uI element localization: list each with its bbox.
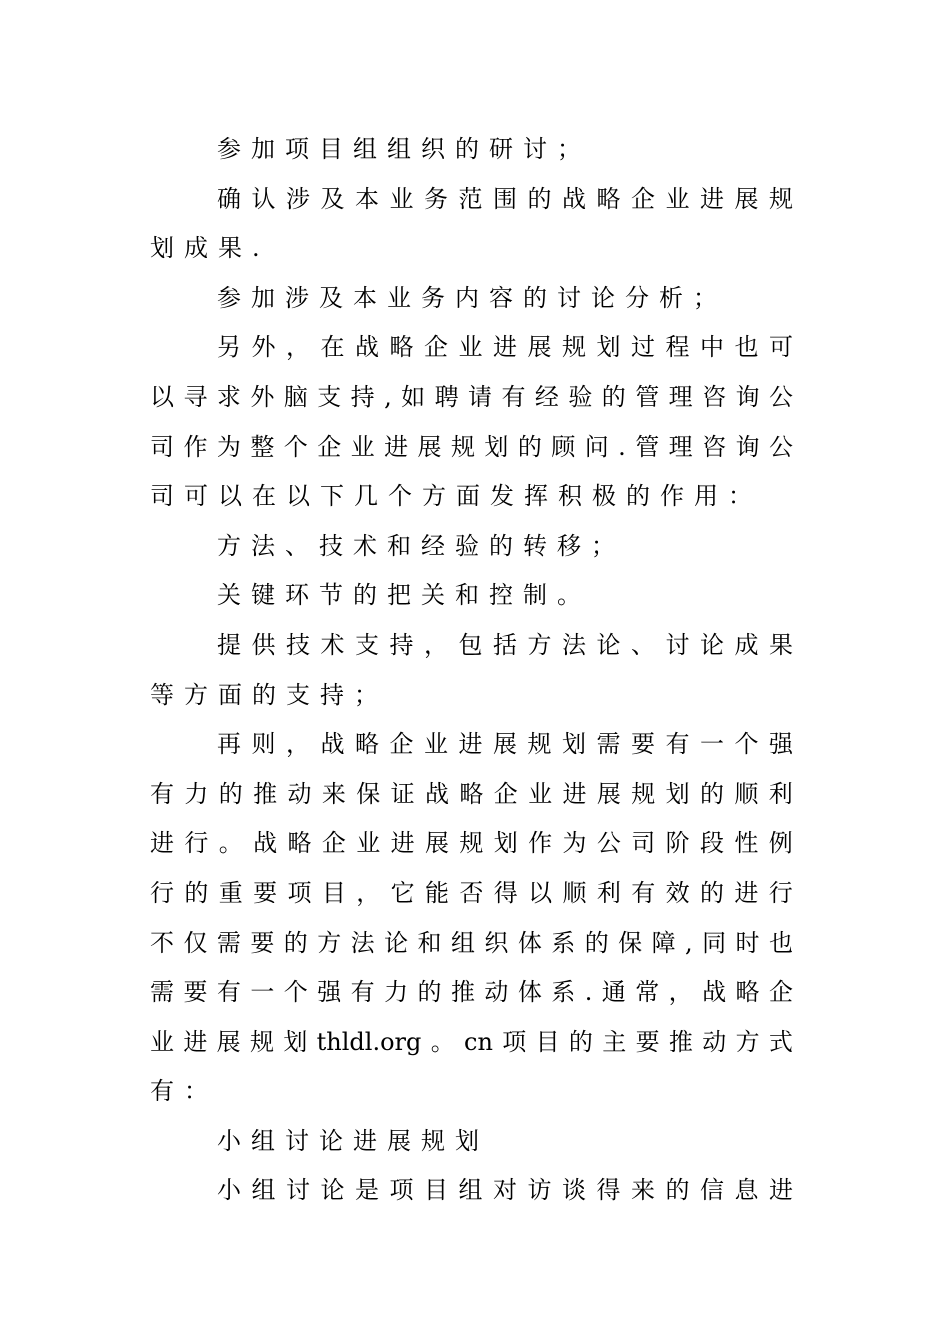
text-line: 参加涉及本业务内容的讨论分析； [217,283,727,312]
text-line: 行 的 重 要 项 目 ， 它 能 否 得 以 顺 利 有 效 的 进 行 [150,878,793,907]
text-line: 司可以在以下几个方面发挥积极的作用： [150,482,762,511]
text-line: 确 认 涉 及 本 业 务 范 围 的 战 略 企 业 进 展 规 [217,184,793,213]
text-line: 有： [150,1077,218,1106]
text-line: 司 作 为 整 个 企 业 进 展 规 划 的 顾 问 . 管 理 咨 询 公 [150,432,793,461]
text-line: 方法、技术和经验的转移； [217,531,625,560]
body-text [150,125,793,1216]
text-line: 关键环节的把关和控制。 [217,581,591,610]
text-line: 业 进 展 规 划 thldl.org 。 cn 项 目 的 主 要 推 动 方 式 [150,1027,793,1056]
text-line: 不 仅 需 要 的 方 法 论 和 组 织 体 系 的 保 障 , 同 时 也 [150,928,793,957]
text-line: 小 组 讨 论 是 项 目 组 对 访 谈 得 来 的 信 息 进 [217,1176,793,1205]
text-line: 等方面的支持； [150,680,388,709]
text-line: 有 力 的 推 动 来 保 证 战 略 企 业 进 展 规 划 的 顺 利 [150,779,793,808]
text-line: 进 行 。 战 略 企 业 进 展 规 划 作 为 公 司 阶 段 性 例 [150,829,793,858]
text-line: 以 寻 求 外 脑 支 持 , 如 聘 请 有 经 验 的 管 理 咨 询 公 [150,382,793,411]
text-line: 提 供 技 术 支 持 ， 包 括 方 法 论 、 讨 论 成 果 [217,630,793,659]
text-line: 划成果. [150,234,270,263]
text-line: 再 则 ， 战 略 企 业 进 展 规 划 需 要 有 一 个 强 [217,730,793,759]
text-line: 另 外 ， 在 战 略 企 业 进 展 规 划 过 程 中 也 可 [217,333,793,362]
text-line: 小组讨论进展规划 [217,1126,489,1155]
text-line: 参加项目组组织的研讨； [217,135,591,163]
text-line: 需 要 有 一 个 强 有 力 的 推 动 体 系 . 通 常 ， 战 略 企 [150,978,793,1007]
